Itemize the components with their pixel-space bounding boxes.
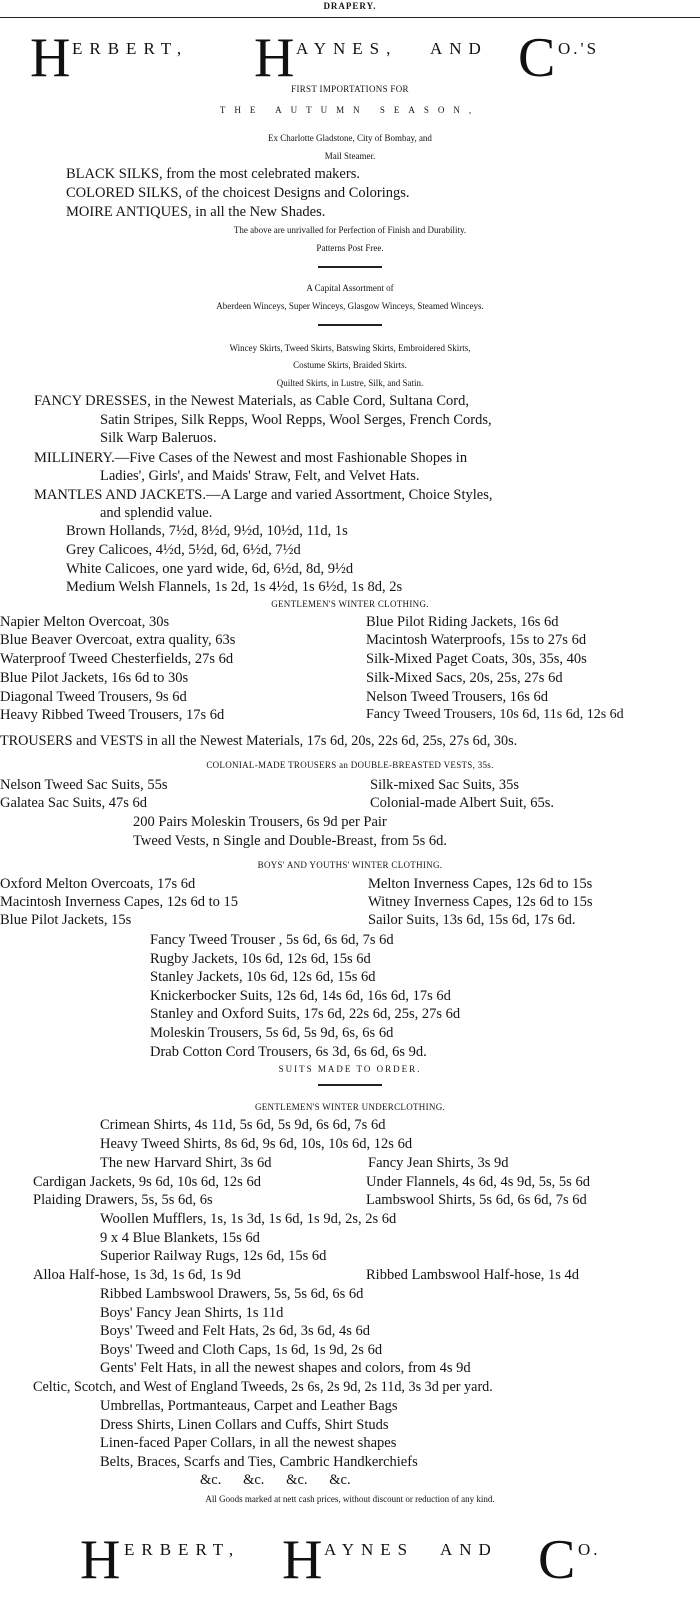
footer-word-co: O.	[578, 1540, 601, 1559]
list-item: Alloa Half-hose, 1s 3d, 1s 6d, 1s 9d	[33, 1267, 241, 1283]
list-item: Under Flannels, 4s 6d, 4s 9d, 5s, 5s 6d	[366, 1174, 590, 1190]
list-item: Blue Pilot Riding Jackets, 16s 6d	[366, 614, 559, 630]
list-item: Colonial-made Albert Suit, 65s.	[370, 795, 555, 811]
list-item: Superior Railway Rugs, 12s 6d, 15s 6d	[100, 1248, 327, 1264]
flannels-line: Medium Welsh Flannels, 1s 2d, 1s 4½d, 1s 6½d, 1s 8d, 2s	[66, 579, 403, 595]
moleskin-pairs-line: 200 Pairs Moleskin Trousers, 6s 9d per Pair	[133, 814, 387, 830]
tweeds-line: Celtic, Scotch, and West of England Tweeds, 2s 6s, 2s 9d, 2s 11d, 3s 3d per yard.	[33, 1379, 493, 1395]
list-item: Stanley and Oxford Suits, 17s 6d, 22s 6d, 25s, 27s 6d	[150, 1006, 461, 1022]
list-item: Plaiding Drawers, 5s, 5s 6d, 6s	[33, 1192, 213, 1208]
footer-initial-h1: H	[80, 1529, 121, 1591]
list-item: Blue Beaver Overcoat, extra quality, 63s	[0, 632, 236, 648]
list-item: Sailor Suits, 13s 6d, 15s 6d, 17s 6d.	[368, 912, 576, 928]
list-item: Blue Pilot Jackets, 15s	[0, 912, 132, 928]
divider	[318, 266, 382, 268]
list-item: Stanley Jackets, 10s 6d, 12s 6d, 15s 6d	[150, 969, 376, 985]
list-item: 9 x 4 Blue Blankets, 15s 6d	[100, 1230, 260, 1246]
list-item: Boys' Tweed and Felt Hats, 2s 6d, 3s 6d, 4s 6d	[100, 1323, 370, 1339]
list-item: Boys' Fancy Jean Shirts, 1s 11d	[100, 1305, 284, 1321]
capital-line: A Capital Assortment of	[306, 283, 394, 293]
intro-line: FIRST IMPORTATIONS FOR	[291, 84, 409, 94]
list-item: Knickerbocker Suits, 12s 6d, 14s 6d, 16s 6d, 17s 6d	[150, 988, 451, 1004]
list-item: Diagonal Tweed Trousers, 9s 6d	[0, 689, 187, 705]
mantles-line: MANTLES AND JACKETS.—A Large and varied Assortment, Choice Styles,	[34, 487, 493, 503]
header-initial-h2: H	[254, 27, 295, 89]
header-initial-c: C	[518, 27, 556, 89]
footer-word-and: AND	[440, 1540, 498, 1559]
list-item: Macintosh Waterproofs, 15s to 27s 6d	[366, 632, 587, 648]
underclothing-heading: GENTLEMEN'S WINTER UNDERCLOTHING.	[254, 1102, 446, 1112]
hollands-line: Brown Hollands, 7½d, 8½d, 9½d, 10½d, 11d, 1s	[66, 523, 348, 539]
etc-line: &c. &c. &c. &c.	[200, 1472, 351, 1488]
list-item: Fancy Jean Shirts, 3s 9d	[368, 1155, 509, 1171]
header-word-and: AND	[430, 39, 488, 58]
list-item: Gents' Felt Hats, in all the newest shapes and colors, from 4s 9d	[100, 1360, 471, 1376]
footer-word-haynes: AYNES	[324, 1540, 415, 1559]
list-item: Blue Pilot Jackets, 16s 6d to 30s	[0, 670, 189, 686]
list-item: Ribbed Lambswool Half-hose, 1s 4d	[366, 1267, 580, 1283]
footer-initial-c: C	[538, 1529, 576, 1591]
footer-word-herbert: ERBERT,	[124, 1540, 241, 1559]
ship-line: Ex Charlotte Gladstone, City of Bombay, and	[268, 133, 432, 143]
season-line: THE AUTUMN SEASON,	[219, 105, 481, 115]
millinery-line: MILLINERY.—Five Cases of the Newest and most Fashionable Shopes in	[34, 450, 468, 466]
header-word-haynes: AYNES,	[296, 39, 398, 58]
list-item: Silk-Mixed Sacs, 20s, 25s, 27s 6d	[366, 670, 563, 686]
list-item: Umbrellas, Portmanteaus, Carpet and Leather Bags	[100, 1398, 398, 1414]
list-item: Crimean Shirts, 4s 11d, 5s 6d, 5s 9d, 6s 6d, 7s 6d	[100, 1117, 386, 1133]
list-item: Fancy Tweed Trousers, 10s 6d, 11s 6d, 12s 6d	[366, 707, 624, 722]
list-item: Waterproof Tweed Chesterfields, 27s 6d	[0, 651, 234, 667]
winceys-line: Aberdeen Winceys, Super Winceys, Glasgow Winceys, Steamed Winceys.	[216, 301, 484, 311]
grey-calicoes-line: Grey Calicoes, 4½d, 5½d, 6d, 6½d, 7½d	[66, 542, 301, 558]
colored-silks-line: COLORED SILKS, of the choicest Designs and Colorings.	[66, 185, 410, 201]
fancy-dresses-line: FANCY DRESSES, in the Newest Materials, as Cable Cord, Sultana Cord,	[34, 393, 469, 409]
white-calicoes-line: White Calicoes, one yard wide, 6d, 6½d, 8d, 9½d	[66, 561, 354, 577]
list-item: Nelson Tweed Sac Suits, 55s	[0, 777, 168, 793]
gentlemens-clothing-heading: GENTLEMEN'S WINTER CLOTHING.	[271, 599, 429, 609]
header-word-co: O.'S	[558, 39, 600, 58]
costume-line: Costume Skirts, Braided Skirts.	[293, 360, 407, 370]
moire-line: MOIRE ANTIQUES, in all the New Shades.	[66, 204, 326, 220]
list-item: Melton Inverness Capes, 12s 6d to 15s	[368, 876, 593, 892]
list-item: Galatea Sac Suits, 47s 6d	[0, 795, 147, 811]
list-item: Heavy Tweed Shirts, 8s 6d, 9s 6d, 10s, 10s 6d, 12s 6d	[100, 1136, 413, 1152]
colonial-heading: COLONIAL-MADE TROUSERS an DOUBLE-BREASTED VESTS, 35s.	[206, 760, 494, 770]
skirts-line: Wincey Skirts, Tweed Skirts, Batswing Skirts, Embroidered Skirts,	[229, 343, 471, 353]
list-item: Heavy Ribbed Tweed Trousers, 17s 6d	[0, 707, 225, 723]
satin-line: Satin Stripes, Silk Repps, Wool Repps, Wool Serges, French Cords,	[100, 412, 492, 428]
mail-line: Mail Steamer.	[324, 151, 376, 161]
header-initial-h1: H	[30, 27, 71, 89]
list-item: Lambswool Shirts, 5s 6d, 6s 6d, 7s 6d	[366, 1192, 587, 1208]
list-item: Macintosh Inverness Capes, 12s 6d to 15	[0, 894, 239, 910]
list-item: Ribbed Lambswool Drawers, 5s, 5s 6d, 6s 6d	[100, 1286, 364, 1302]
nett-cash-line: All Goods marked at nett cash prices, without discount or reduction of any kind.	[205, 1494, 495, 1504]
section-heading: DRAPERY.	[323, 1, 377, 11]
list-item: Silk-Mixed Paget Coats, 30s, 35s, 40s	[366, 651, 587, 667]
trousers-vests-line: TROUSERS and VESTS in all the Newest Materials, 17s 6d, 20s, 22s 6d, 25s, 27s 6d, 30s.	[0, 733, 518, 749]
footer-initial-h2: H	[282, 1529, 323, 1591]
list-item: Boys' Tweed and Cloth Caps, 1s 6d, 1s 9d, 2s 6d	[100, 1342, 383, 1358]
list-item: Woollen Mufflers, 1s, 1s 3d, 1s 6d, 1s 9d, 2s, 2s 6d	[100, 1211, 397, 1227]
list-item: Dress Shirts, Linen Collars and Cuffs, Shirt Studs	[100, 1417, 389, 1433]
divider	[318, 324, 382, 326]
top-rule	[0, 17, 700, 18]
list-item: Fancy Tweed Trouser , 5s 6d, 6s 6d, 7s 6d	[150, 932, 394, 948]
list-item: The new Harvard Shirt, 3s 6d	[100, 1155, 272, 1171]
list-item: Rugby Jackets, 10s 6d, 12s 6d, 15s 6d	[150, 951, 371, 967]
boys-clothing-heading: BOYS' AND YOUTHS' WINTER CLOTHING.	[257, 860, 443, 870]
divider	[318, 1084, 382, 1086]
patterns-line: Patterns Post Free.	[316, 243, 384, 253]
list-item: Moleskin Trousers, 5s 6d, 5s 9d, 6s, 6s 6d	[150, 1025, 394, 1041]
unrivalled-line: The above are unrivalled for Perfection of Finish and Durability.	[233, 225, 467, 235]
header-word-herbert: ERBERT,	[72, 39, 189, 58]
footer-firm-name	[0, 1528, 700, 1591]
list-item: Witney Inverness Capes, 12s 6d to 15s	[368, 894, 593, 910]
list-item: Cardigan Jackets, 9s 6d, 10s 6d, 12s 6d	[33, 1174, 261, 1190]
list-item: Silk-mixed Sac Suits, 35s	[370, 777, 520, 793]
list-item: Nelson Tweed Trousers, 16s 6d	[366, 689, 548, 705]
list-item: Oxford Melton Overcoats, 17s 6d	[0, 876, 196, 892]
hats-line: Ladies', Girls', and Maids' Straw, Felt, and Velvet Hats.	[100, 468, 420, 484]
list-item: Drab Cotton Cord Trousers, 6s 3d, 6s 6d, 6s 9d.	[150, 1044, 427, 1060]
silk-warp-line: Silk Warp Baleruos.	[100, 430, 217, 446]
list-item: Linen-faced Paper Collars, in all the newest shapes	[100, 1435, 397, 1451]
value-line: and splendid value.	[100, 505, 213, 521]
suits-made-heading: SUITS MADE TO ORDER.	[278, 1064, 422, 1074]
tweed-vests-line: Tweed Vests, n Single and Double-Breast, from 5s 6d.	[133, 833, 448, 849]
black-silks-line: BLACK SILKS, from the most celebrated makers.	[66, 166, 360, 182]
quilted-line: Quilted Skirts, in Lustre, Silk, and Satin.	[276, 378, 424, 388]
list-item: Belts, Braces, Scarfs and Ties, Cambric Handkerchiefs	[100, 1454, 418, 1470]
list-item: Napier Melton Overcoat, 30s	[0, 614, 170, 630]
